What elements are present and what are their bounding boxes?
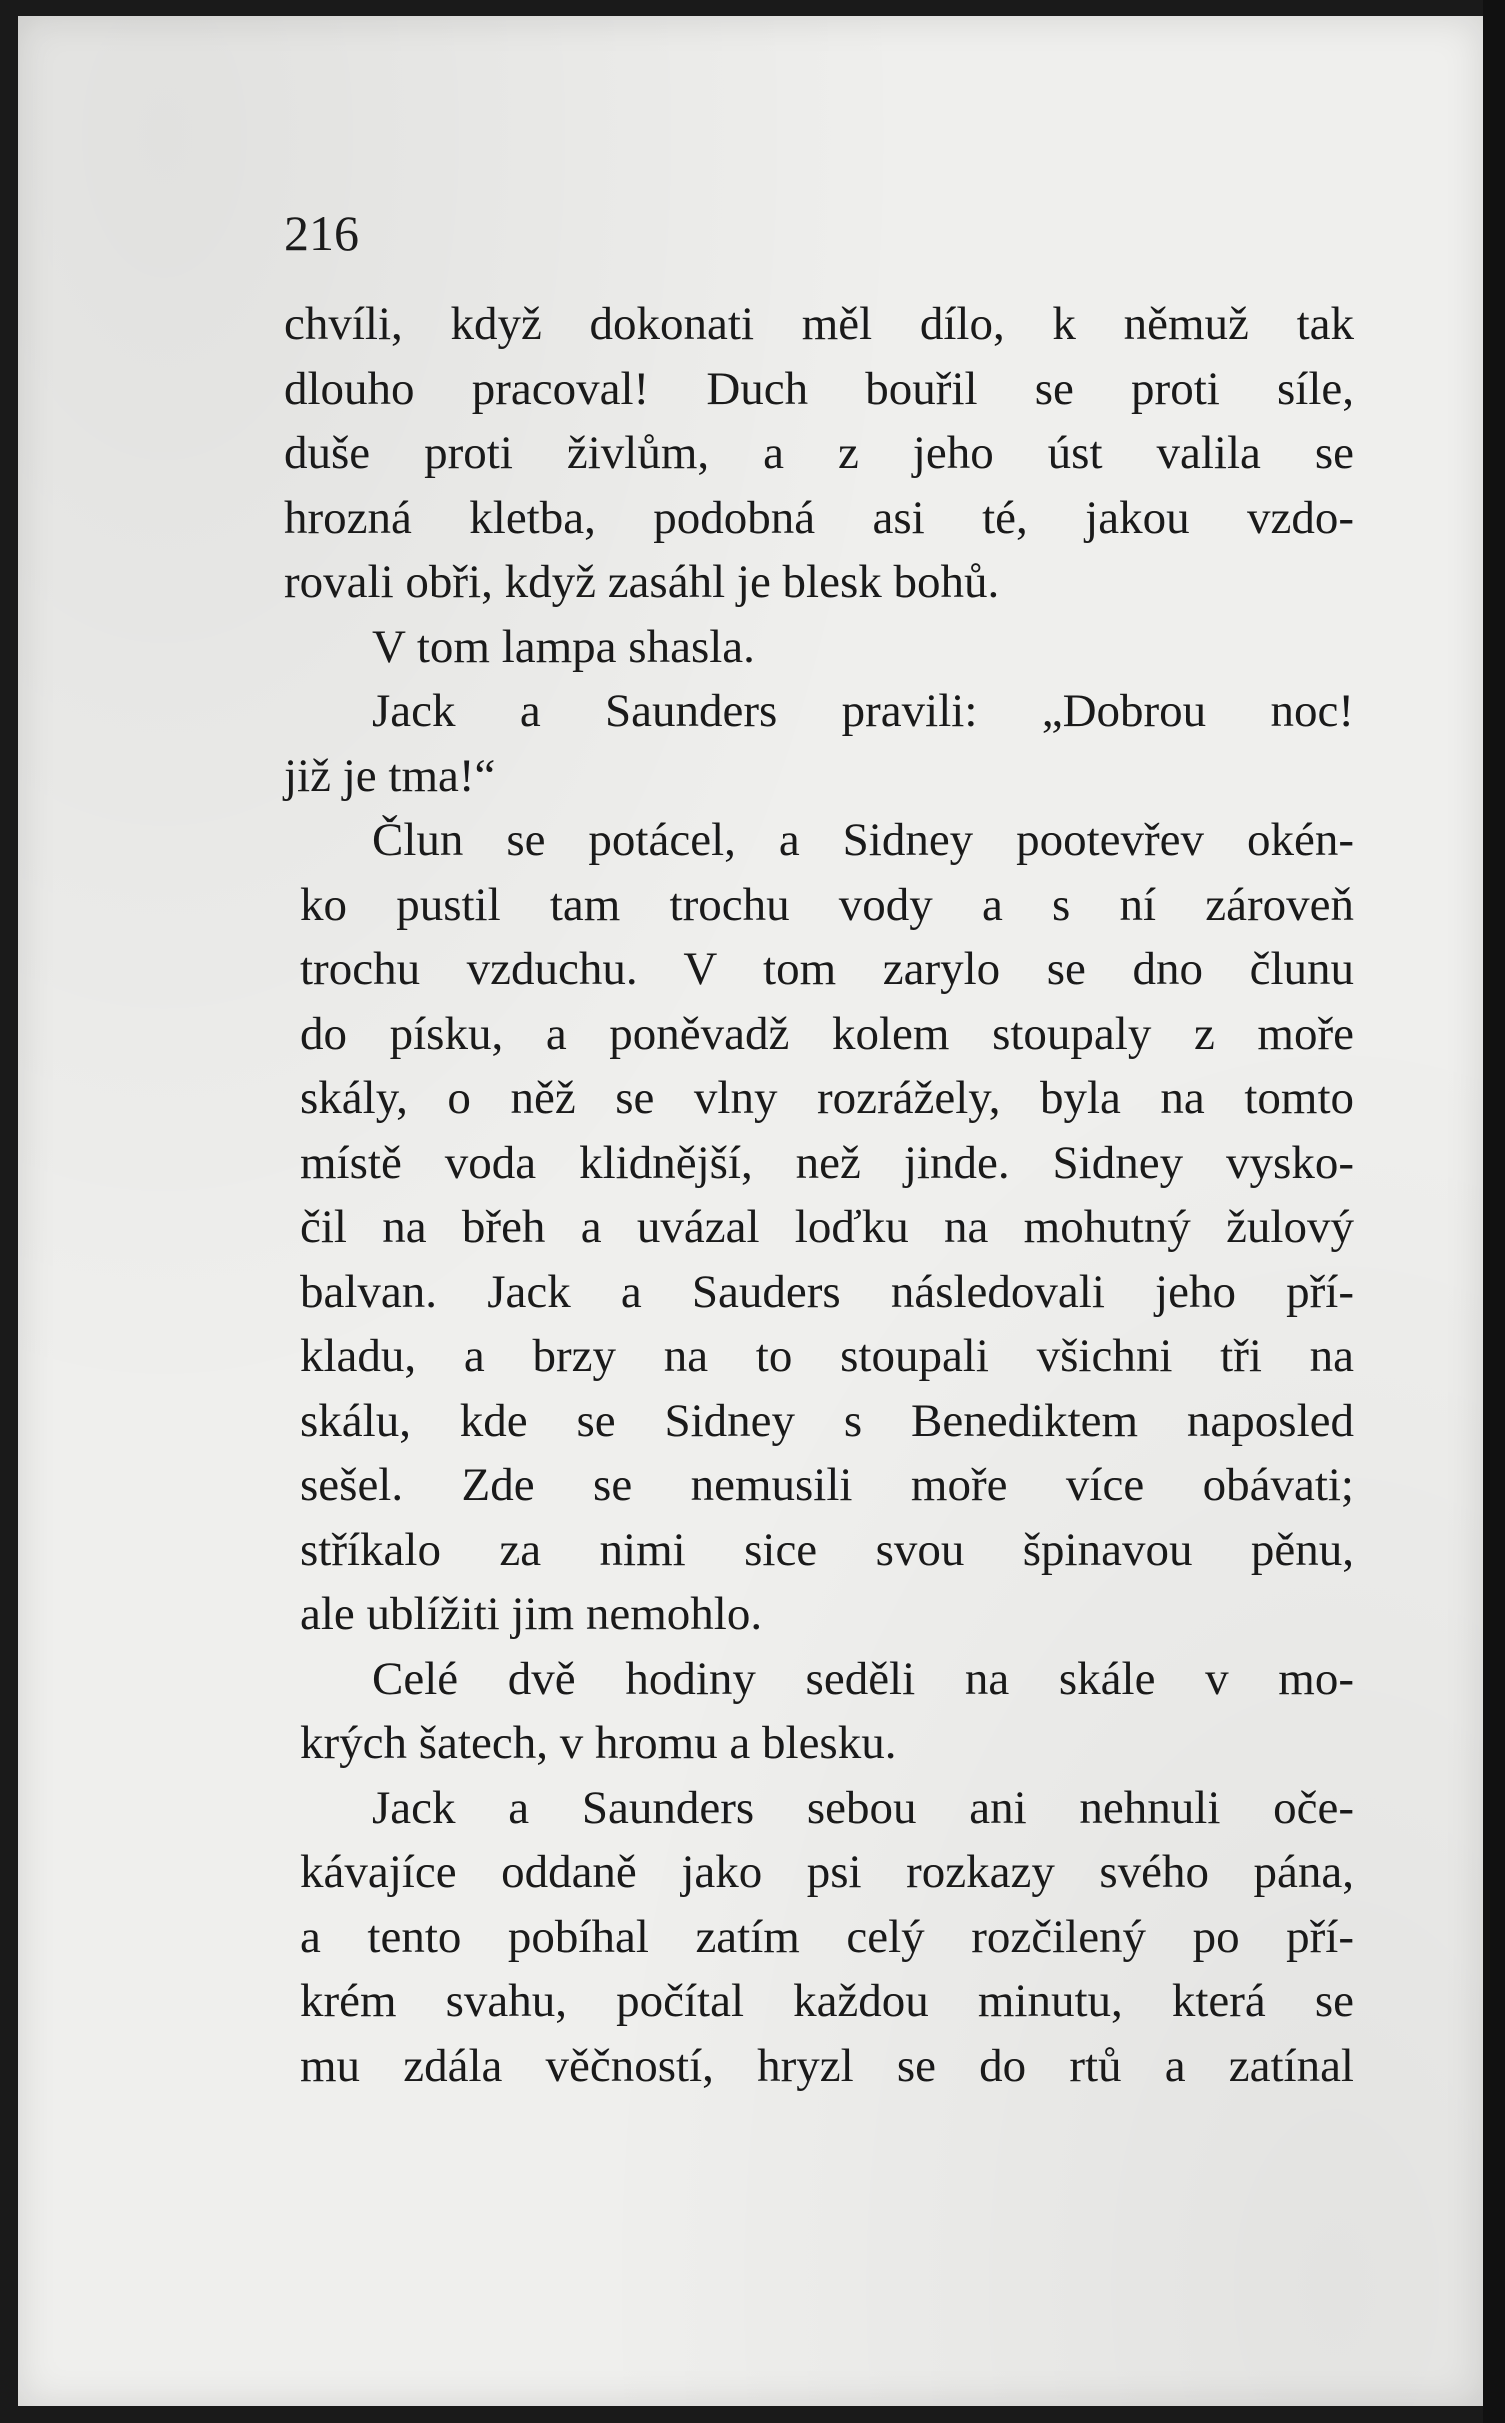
text-line: skálu, kde se Sidney s Benediktem naposled: [300, 1394, 1354, 1447]
text-line: mu zdála věčností, hryzl se do rtů a zatínal: [300, 2039, 1354, 2092]
book-page: [18, 16, 1483, 2406]
text-line: stříkalo za nimi sice svou špinavou pěnu,: [300, 1523, 1354, 1576]
text-line: trochu vzduchu. V tom zarylo se dno člunu: [300, 943, 1354, 995]
text-line: dlouho pracoval! Duch bouřil se proti síle,: [284, 362, 1354, 415]
text-line: V tom lampa shasla.: [372, 620, 755, 673]
text-line: Člun se potácel, a Sidney pootevřev okén-: [372, 814, 1354, 866]
text-line: krém svahu, počítal každou minutu, která se: [300, 1975, 1354, 2027]
text-line: sešel. Zde se nemusili moře více obávati;: [300, 1459, 1354, 1511]
text-line: Jack a Saunders sebou ani nehnuli oče-: [372, 1781, 1354, 1834]
text-line: již je tma!“: [284, 749, 496, 802]
text-line: kávajíce oddaně jako psi rozkazy svého pána,: [300, 1846, 1354, 1898]
text-line: krých šatech, v hromu a blesku.: [300, 1717, 897, 1769]
text-line: chvíli, když dokonati měl dílo, k němuž tak: [284, 298, 1354, 350]
page-number: 216: [284, 205, 359, 261]
text-line: hrozná kletba, podobná asi té, jakou vzdo-: [284, 491, 1354, 544]
text-line: místě voda klidnější, než jinde. Sidney vysko-: [300, 1136, 1354, 1189]
text-line: kladu, a brzy na to stoupali všichni tři na: [300, 1330, 1354, 1382]
text-line: ale ublížiti jim nemohlo.: [300, 1588, 763, 1640]
body-text: [284, 292, 1354, 2098]
text-line: duše proti živlům, a z jeho úst valila se: [284, 427, 1354, 479]
text-line: Celé dvě hodiny seděli na skále v mo-: [372, 1652, 1354, 1705]
scan-border: [1483, 0, 1505, 2423]
text-line: ko pustil tam trochu vody a s ní zároveň: [300, 878, 1354, 931]
text-line: skály, o něž se vlny rozrážely, byla na tomto: [300, 1072, 1354, 1124]
text-line: Jack a Saunders pravili: „Dobrou noc!: [372, 685, 1354, 737]
text-line: rovali obři, když zasáhl je blesk bohů.: [284, 556, 1000, 608]
text-line: a tento pobíhal zatím celý rozčilený po pří-: [300, 1910, 1354, 1963]
text-line: čil na břeh a uvázal loďku na mohutný žulový: [300, 1201, 1354, 1253]
text-line: balvan. Jack a Sauders následovali jeho pří-: [300, 1265, 1354, 1318]
text-line: do písku, a poněvadž kolem stoupaly z moře: [300, 1007, 1354, 1060]
